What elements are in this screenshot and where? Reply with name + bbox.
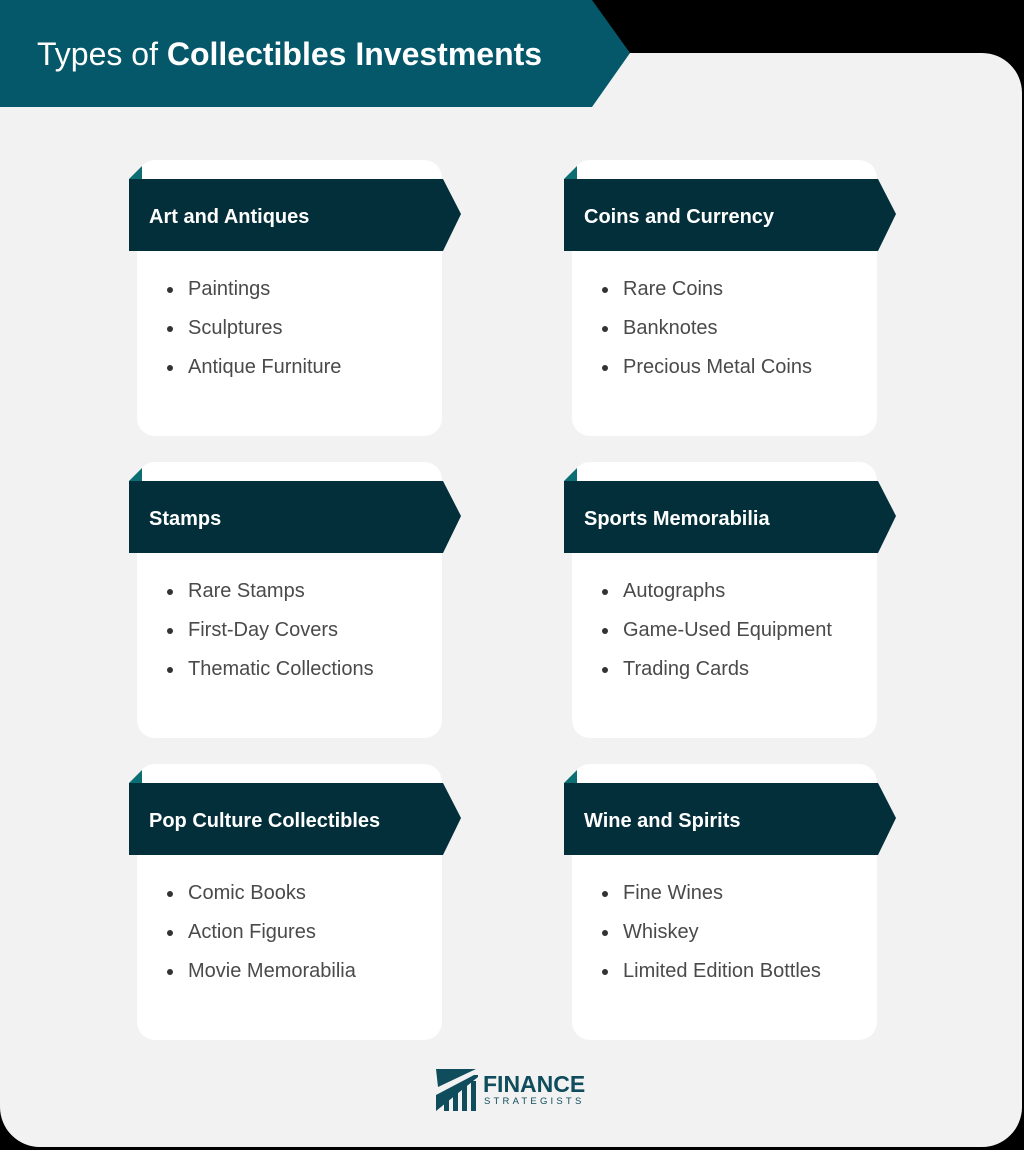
card-item-list [165,270,341,387]
list-item: Sculptures [165,309,341,348]
list-item: Paintings [165,270,341,309]
category-card [129,160,464,442]
finance-strategists-logo [436,1069,596,1113]
list-item: Thematic Collections [165,650,374,689]
category-card [564,160,899,442]
list-item: Game-Used Equipment [600,611,832,650]
list-item: Rare Stamps [165,572,374,611]
card-title: Stamps [149,508,222,530]
list-item: Banknotes [600,309,812,348]
list-item: Limited Edition Bottles [600,952,821,991]
card-item-list [165,572,374,689]
card-title: Wine and Spirits [584,810,741,832]
card-item-list [600,874,821,991]
page-title [37,33,542,75]
list-item: Rare Coins [600,270,812,309]
category-card [129,462,464,744]
card-title: Sports Memorabilia [584,508,770,530]
list-item: Whiskey [600,913,821,952]
category-card [564,764,899,1046]
card-item-list [165,874,356,991]
card-item-list [600,270,812,387]
card-title: Art and Antiques [149,206,310,228]
list-item: Autographs [600,572,832,611]
page-title-light: Types of [37,36,167,72]
logo-subtitle: STRATEGISTS [484,1096,585,1107]
list-item: Comic Books [165,874,356,913]
list-item: Action Figures [165,913,356,952]
list-item: Precious Metal Coins [600,348,812,387]
page-title-bold: Collectibles Investments [166,36,543,72]
list-item: Fine Wines [600,874,821,913]
card-title: Coins and Currency [584,206,775,228]
card-item-list [600,572,832,689]
finance-strategists-logo-icon [436,1069,478,1111]
list-item: Antique Furniture [165,348,341,387]
list-item: Trading Cards [600,650,832,689]
card-title: Pop Culture Collectibles [149,810,381,832]
category-card [129,764,464,1046]
list-item: Movie Memorabilia [165,952,356,991]
list-item: First-Day Covers [165,611,374,650]
category-card [564,462,899,744]
logo-wordmark: FINANCE [483,1071,586,1097]
